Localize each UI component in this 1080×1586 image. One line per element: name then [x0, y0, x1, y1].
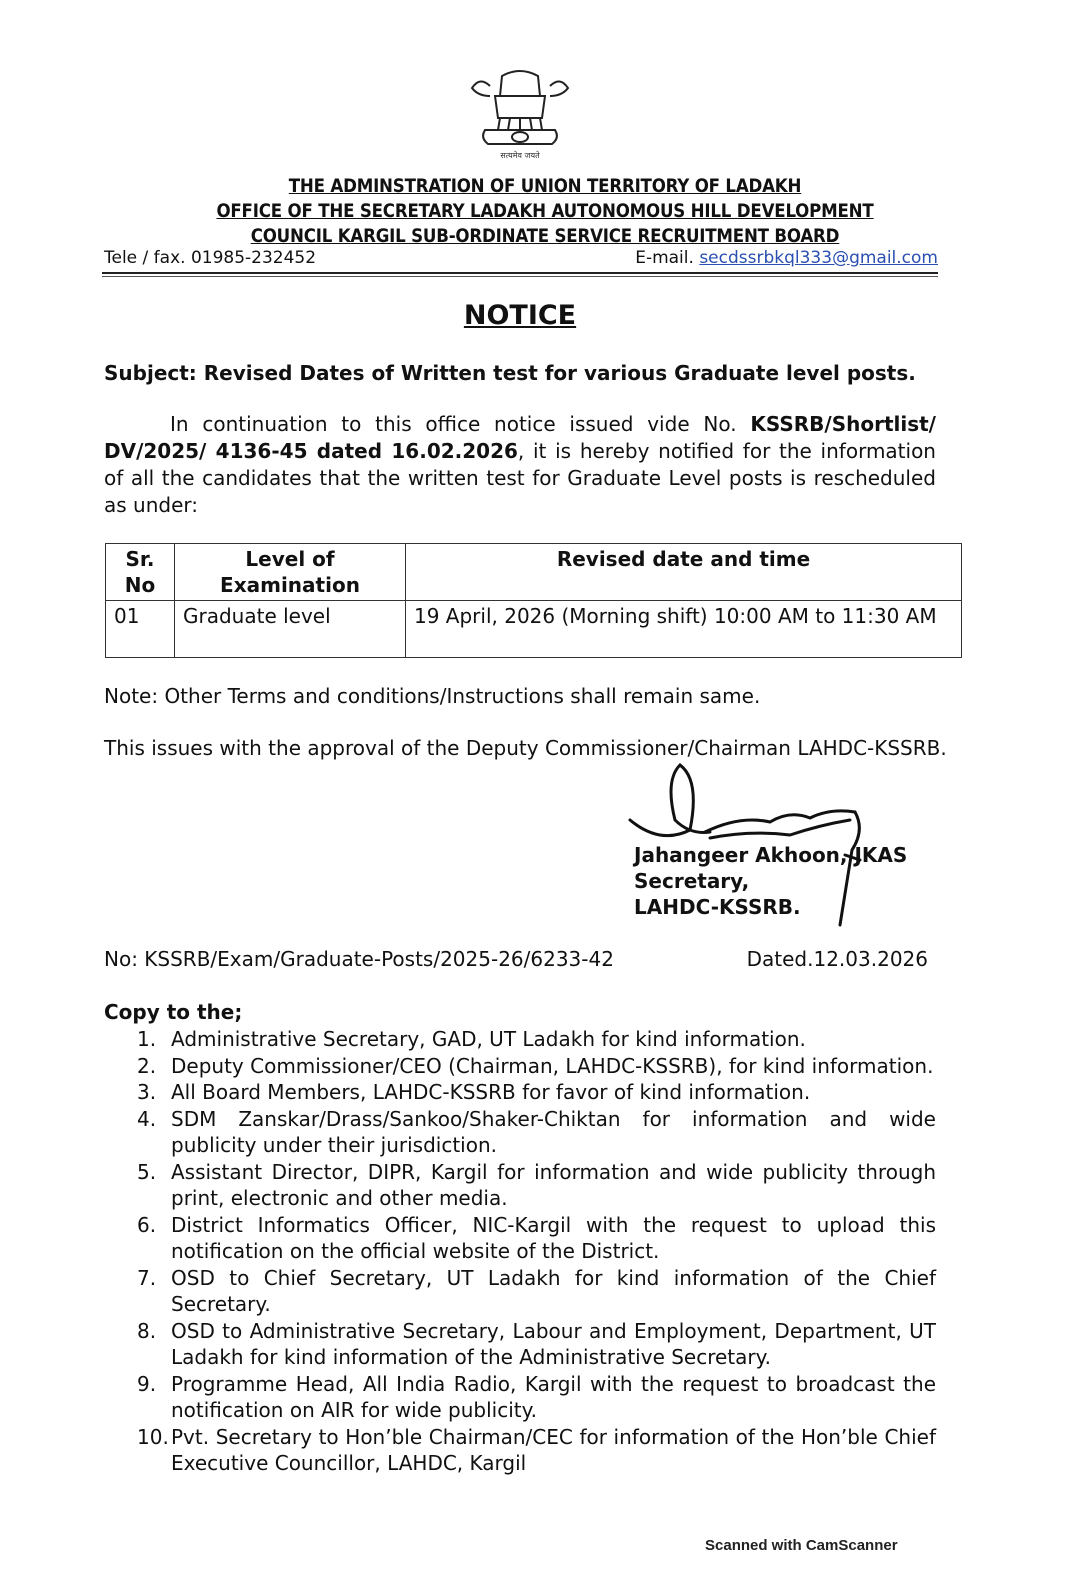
contact-line	[104, 248, 938, 268]
para-start: In continuation to this office notice issued vide No.	[170, 412, 751, 436]
copy-to-title: Copy to the;	[104, 1000, 243, 1024]
signatory-name: Jahangeer Akhoon, JKAS	[634, 843, 908, 867]
header-sr-no: Sr. No	[106, 544, 175, 601]
list-item	[104, 1212, 936, 1265]
item-number: 6.	[137, 1212, 157, 1237]
list-item	[104, 1424, 936, 1477]
email-link[interactable]: secdssrbkql333@gmail.com	[699, 248, 938, 268]
list-item	[104, 1106, 936, 1159]
body-paragraph	[104, 411, 936, 519]
item-text: Programme Head, All India Radio, Kargil with the request to broadcast the notification on AIR for wide publicity.	[171, 1371, 936, 1422]
reference-date: Dated.12.03.2026	[746, 947, 928, 971]
list-item	[104, 1026, 936, 1053]
email-label: E-mail.	[635, 248, 694, 268]
list-item	[104, 1265, 936, 1318]
national-emblem-icon	[450, 66, 590, 161]
approval-line: This issues with the approval of the Deputy Commissioner/Chairman LAHDC-KSSRB.	[104, 736, 947, 760]
signatory-block	[634, 842, 907, 920]
item-text: OSD to Administrative Secretary, Labour and Employment, Department, UT Ladakh for kind information of the Administrative Secretary.	[171, 1318, 936, 1369]
subject-line: Subject: Revised Dates of Written test for various Graduate level posts.	[104, 361, 916, 385]
item-text: District Informatics Officer, NIC-Kargil with the request to upload this notification on the official website of the District.	[171, 1212, 936, 1263]
header-divider-thin	[102, 276, 938, 277]
signatory-designation: Secretary,	[634, 869, 750, 893]
cell-revised-date: 19 April, 2026 (Morning shift) 10:00 AM to 11:30 AM	[406, 601, 962, 658]
item-number: 1.	[137, 1027, 157, 1051]
cell-level: Graduate level	[175, 601, 406, 658]
notice-title: NOTICE	[463, 300, 577, 331]
item-number: 5.	[137, 1159, 157, 1184]
table-row	[106, 601, 962, 658]
reference-line	[104, 947, 928, 971]
reference-notice-number: KSSRB/Shortlist/ DV/2025/ 4136-45 dated 16.02.2026	[104, 412, 936, 463]
reference-number: No: KSSRB/Exam/Graduate-Posts/2025-26/6233-42	[104, 947, 614, 971]
item-number: 4.	[137, 1106, 157, 1131]
list-item	[104, 1318, 936, 1371]
item-text: OSD to Chief Secretary, UT Ladakh for kind information of the Chief Secretary.	[171, 1265, 936, 1316]
item-text: SDM Zanskar/Drass/Sankoo/Shaker-Chiktan for information and wide publicity under their jurisdiction.	[171, 1106, 936, 1157]
header-revised-date: Revised date and time	[406, 544, 962, 601]
item-text: Administrative Secretary, GAD, UT Ladakh for kind information.	[171, 1027, 806, 1051]
item-number: 8.	[137, 1318, 157, 1343]
tele-fax: Tele / fax. 01985-232452	[104, 248, 317, 268]
item-text: Assistant Director, DIPR, Kargil for information and wide publicity through print, electronic and other media.	[171, 1159, 936, 1210]
header-line-2: OFFICE OF THE SECRETARY LADAKH AUTONOMOUS HILL DEVELOPMENT	[216, 201, 874, 222]
schedule-table	[105, 543, 962, 658]
para-end: , it is hereby notified for the information of all the candidates that the written test for Graduate Level posts is rescheduled as under:	[104, 439, 936, 517]
item-text: Pvt. Secretary to Hon’ble Chairman/CEC for information of the Hon’ble Chief Executive Councillor, LAHDC, Kargil	[171, 1424, 936, 1475]
item-number: 10.	[137, 1424, 169, 1449]
copy-to-list	[104, 1026, 936, 1477]
signatory-office: LAHDC-KSSRB.	[634, 895, 801, 919]
item-number: 7.	[137, 1265, 157, 1290]
item-number: 2.	[137, 1053, 157, 1078]
list-item	[104, 1079, 936, 1106]
note: Note: Other Terms and conditions/Instructions shall remain same.	[104, 684, 761, 708]
camscanner-watermark: Scanned with CamScanner	[705, 1537, 898, 1554]
item-number: 3.	[137, 1080, 157, 1104]
list-item	[104, 1053, 936, 1080]
cell-sr-no: 01	[106, 601, 175, 658]
item-number: 9.	[137, 1371, 157, 1396]
item-text: All Board Members, LAHDC-KSSRB for favor of kind information.	[171, 1080, 811, 1104]
header-line-1: THE ADMINSTRATION OF UNION TERRITORY OF LADAKH	[288, 176, 802, 197]
header-level: Level of Examination	[175, 544, 406, 601]
header-divider	[102, 272, 938, 274]
list-item	[104, 1371, 936, 1424]
email-block	[635, 248, 938, 268]
table-header-row	[106, 544, 962, 601]
header-line-3: COUNCIL KARGIL SUB-ORDINATE SERVICE RECRUITMENT BOARD	[250, 226, 840, 247]
emblem-caption: सत्यमेव जयते	[500, 151, 540, 160]
item-text: Deputy Commissioner/CEO (Chairman, LAHDC-KSSRB), for kind information.	[171, 1053, 934, 1078]
list-item	[104, 1159, 936, 1212]
